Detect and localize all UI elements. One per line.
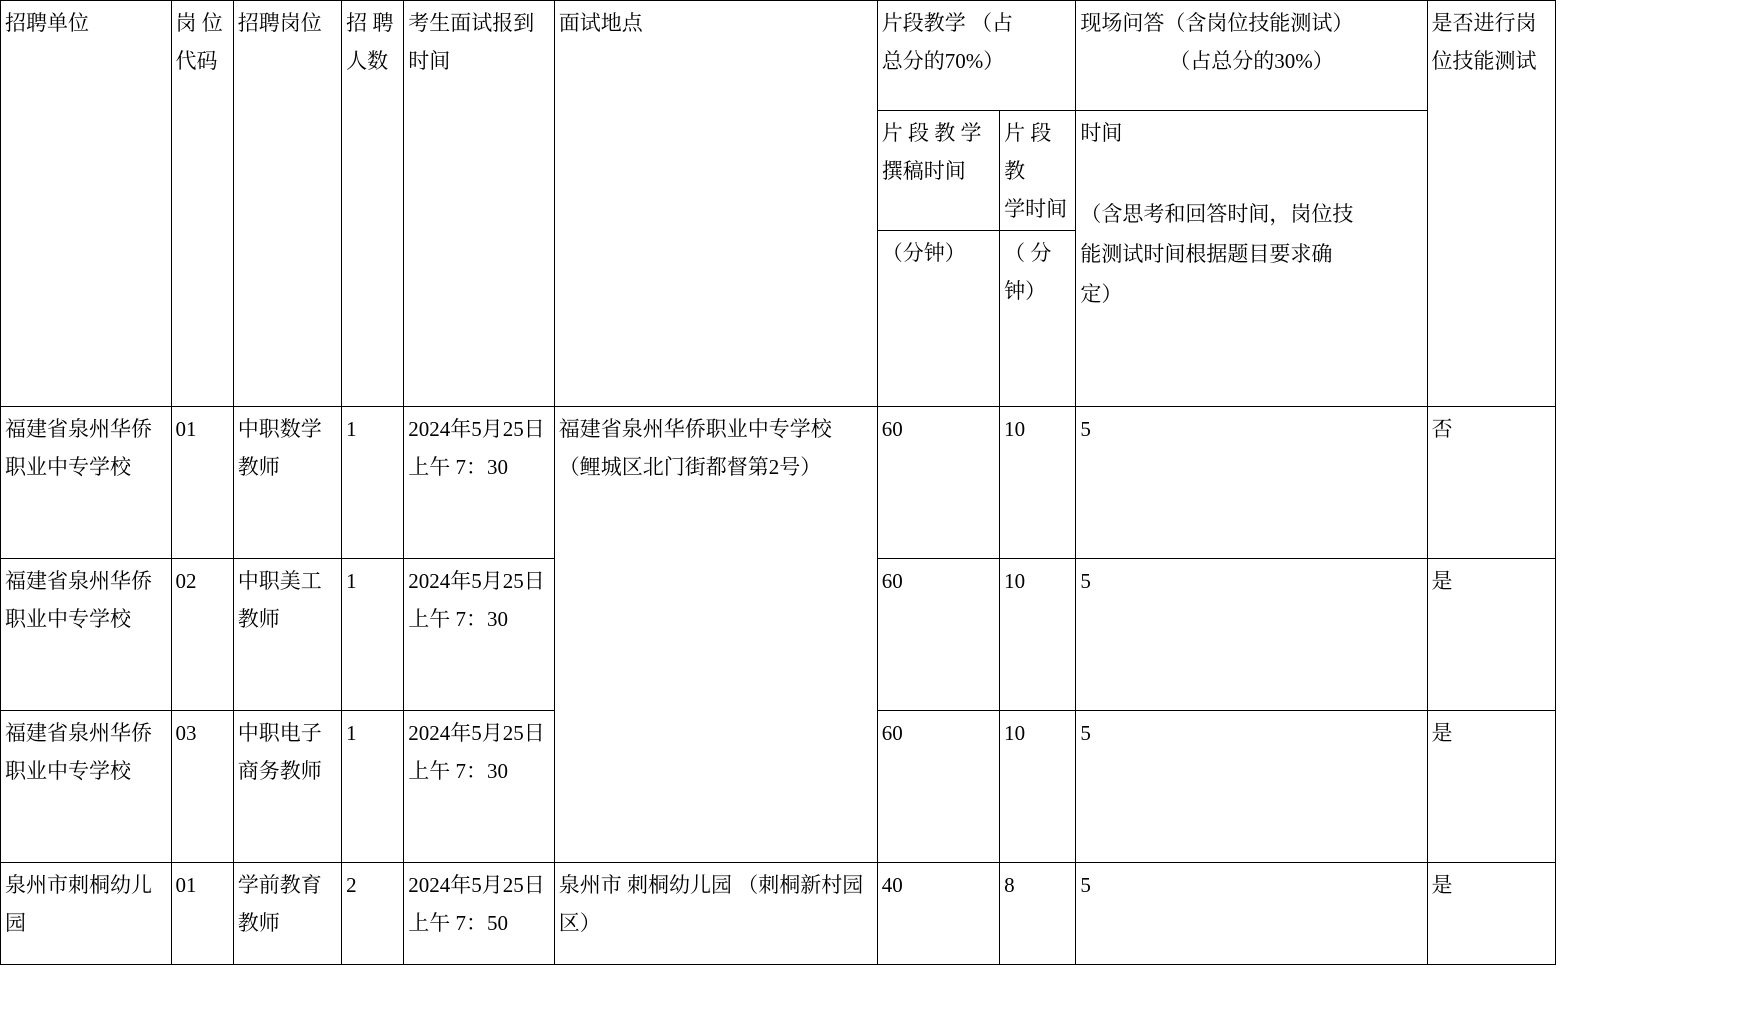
- cell-code: 03: [171, 711, 233, 863]
- cell-skill-test: 是: [1427, 863, 1555, 965]
- header-note-qa-line3: 定）: [1080, 282, 1123, 306]
- cell-draft-time: 60: [877, 711, 999, 863]
- cell-post: 中职美工教师: [233, 559, 341, 711]
- header-cell-teach-unit: [1000, 231, 1076, 407]
- header-cell-count: [342, 1, 404, 407]
- cell-skill-test: 是: [1427, 559, 1555, 711]
- header-cell-teach-time: [1000, 111, 1076, 231]
- header-label-report-time-line1: 考生面试报到: [408, 11, 535, 35]
- header-label-segment-group-line1: 片段教学 （占: [881, 11, 1014, 35]
- cell-qa-time: 5: [1076, 711, 1427, 863]
- header-row-groups: [1, 1, 1556, 111]
- cell-count: 1: [342, 711, 404, 863]
- cell-teach-time: 10: [1000, 711, 1076, 863]
- cell-teach-time: 10: [1000, 559, 1076, 711]
- header-cell-qa-time: [1076, 111, 1427, 407]
- header-label-report-time-line2: 时间: [408, 49, 451, 73]
- header-cell-skill-test: [1427, 1, 1555, 407]
- cell-code: 01: [171, 863, 233, 965]
- cell-draft-time: 60: [877, 407, 999, 559]
- header-cell-code: [171, 1, 233, 407]
- header-label-code-line2: 代码: [175, 49, 218, 73]
- header-label-teach-time-line2: 学时间: [1004, 197, 1068, 221]
- header-label-place: 面试地点: [558, 11, 643, 35]
- cell-report-time: 2024年5月25日上午 7：30: [404, 559, 554, 711]
- header-note-qa: [1080, 194, 1422, 314]
- header-label-qa-group-line2: （占总分的30%）: [1169, 49, 1334, 73]
- cell-unit: 福建省泉州华侨职业中专学校: [1, 559, 172, 711]
- header-cell-draft-unit: [877, 231, 999, 407]
- header-cell-report-time: [404, 1, 554, 407]
- cell-place: 福建省泉州华侨职业中专学校（鲤城区北门街都督第2号）: [554, 407, 877, 863]
- cell-post: 学前教育教师: [233, 863, 341, 965]
- header-label-qa-group-line1: 现场问答（含岗位技能测试）: [1080, 11, 1354, 35]
- header-label-draft-time-line1: 片 段 教 学: [881, 121, 982, 145]
- header-label-post: 招聘岗位: [237, 11, 322, 35]
- cell-skill-test: 否: [1427, 407, 1555, 559]
- cell-skill-test: 是: [1427, 711, 1555, 863]
- cell-teach-time: 10: [1000, 407, 1076, 559]
- cell-draft-time: 60: [877, 559, 999, 711]
- header-label-draft-unit: （分钟）: [881, 241, 966, 265]
- header-cell-draft-time: [877, 111, 999, 231]
- cell-qa-time: 5: [1076, 559, 1427, 711]
- cell-count: 1: [342, 407, 404, 559]
- cell-count: 1: [342, 559, 404, 711]
- cell-post: 中职数学教师: [233, 407, 341, 559]
- cell-unit: 泉州市刺桐幼儿园: [1, 863, 172, 965]
- header-cell-place: [554, 1, 877, 407]
- header-label-draft-time-line2: 撰稿时间: [881, 159, 966, 183]
- header-label-code-line1: 岗 位: [175, 11, 223, 35]
- cell-report-time: 2024年5月25日上午 7：30: [404, 711, 554, 863]
- cell-code: 02: [171, 559, 233, 711]
- header-cell-unit: [1, 1, 172, 407]
- cell-draft-time: 40: [877, 863, 999, 965]
- header-label-skill-test-line2: 位技能测试: [1431, 49, 1537, 73]
- cell-report-time: 2024年5月25日上午 7：30: [404, 407, 554, 559]
- header-label-unit: 招聘单位: [5, 11, 89, 35]
- cell-place: 泉州市 刺桐幼儿园 （刺桐新村园区）: [554, 863, 877, 965]
- header-label-count-line2: 人数: [346, 49, 389, 73]
- header-note-qa-line2: 能测试时间根据题目要求确: [1080, 242, 1333, 266]
- header-cell-post: [233, 1, 341, 407]
- cell-teach-time: 8: [1000, 863, 1076, 965]
- header-label-teach-unit-line1: （ 分: [1004, 241, 1052, 265]
- header-label-count-line1: 招 聘: [346, 11, 394, 35]
- header-label-qa-time: 时间: [1080, 121, 1123, 145]
- header-cell-segment-group: [877, 1, 1076, 111]
- cell-count: 2: [342, 863, 404, 965]
- table-row: [1, 407, 1556, 559]
- cell-qa-time: 5: [1076, 407, 1427, 559]
- cell-code: 01: [171, 407, 233, 559]
- cell-report-time: 2024年5月25日上午 7：50: [404, 863, 554, 965]
- cell-post: 中职电子商务教师: [233, 711, 341, 863]
- cell-unit: 福建省泉州华侨职业中专学校: [1, 711, 172, 863]
- header-label-segment-group-line2: 总分的70%）: [881, 49, 1005, 73]
- cell-unit: 福建省泉州华侨职业中专学校: [1, 407, 172, 559]
- cell-qa-time: 5: [1076, 863, 1427, 965]
- table-row: [1, 863, 1556, 965]
- header-label-teach-unit-line2: 钟）: [1004, 279, 1047, 303]
- header-label-skill-test-line1: 是否进行岗: [1431, 11, 1537, 35]
- header-note-qa-line1: （含思考和回答时间，岗位技: [1080, 202, 1354, 226]
- header-label-teach-time-line1: 片 段 教: [1004, 121, 1052, 183]
- header-cell-qa-group: [1076, 1, 1427, 111]
